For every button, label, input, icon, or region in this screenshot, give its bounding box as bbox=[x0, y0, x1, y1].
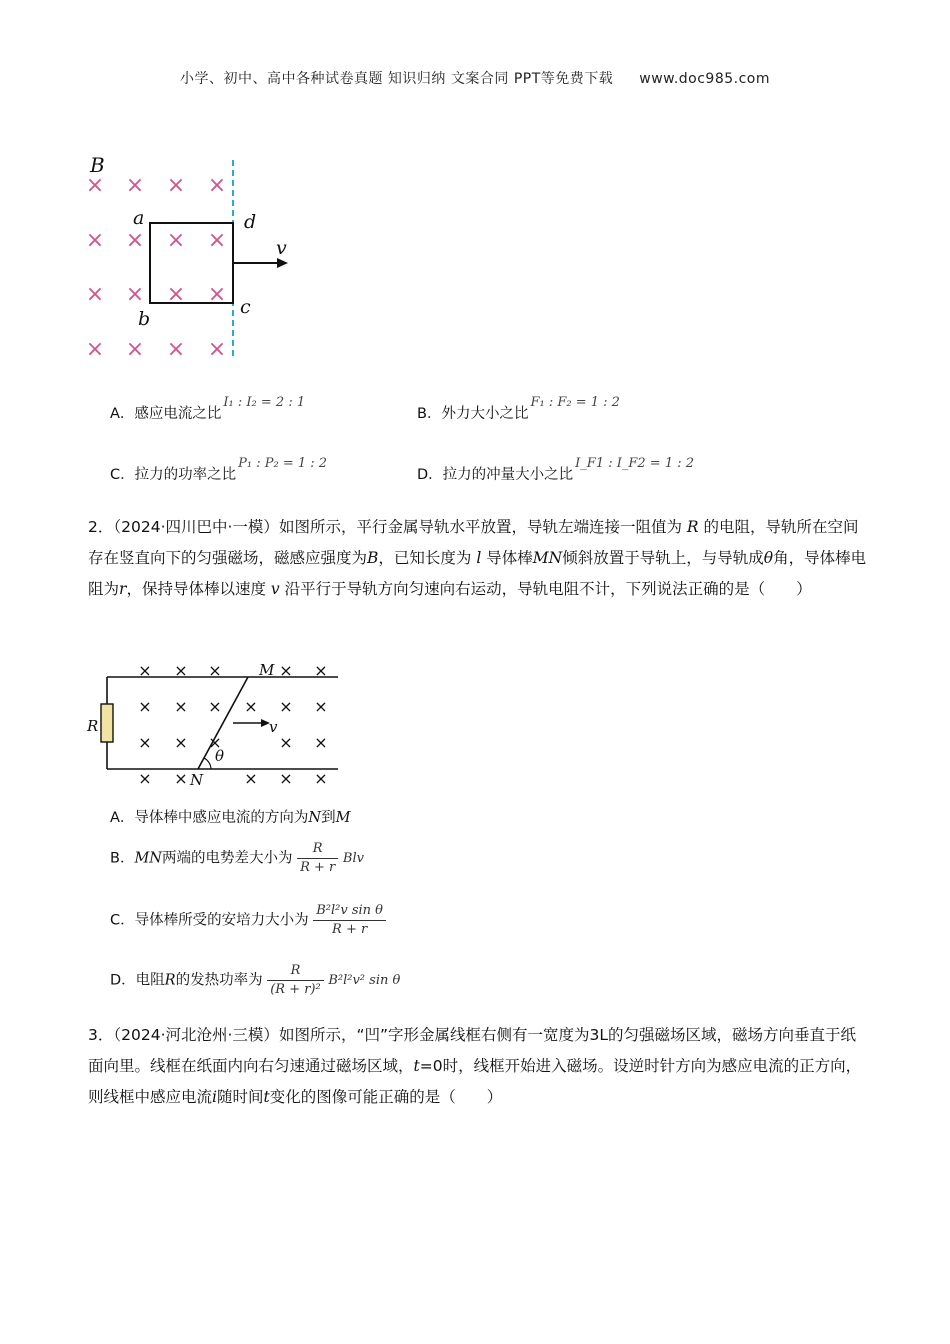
fig2-cross: × bbox=[174, 769, 188, 787]
q3-var-t: t bbox=[263, 1088, 270, 1106]
q3-source: （2024·河北沧州·三模） bbox=[113, 1026, 279, 1044]
fig1-label-a: a bbox=[133, 207, 145, 229]
fig1-cross: × bbox=[85, 228, 105, 253]
fig1-cross: × bbox=[207, 337, 227, 362]
fig2-label-M: M bbox=[259, 661, 275, 679]
fig1-cross: × bbox=[85, 337, 105, 362]
q2-option-d-fraction bbox=[267, 962, 324, 999]
q3-var-i: i bbox=[212, 1088, 217, 1106]
q2-stem-text: 沿平行于导轨方向匀速向右运动，导轨电阻不计，下列说法正确的是（ ） bbox=[284, 580, 812, 598]
fig2-cross: × bbox=[279, 733, 293, 752]
q2-option-d-R: R bbox=[164, 972, 176, 989]
theta-arc bbox=[204, 758, 211, 769]
figure-1-loop-field bbox=[80, 150, 310, 365]
q2-option-a[interactable] bbox=[110, 806, 350, 827]
q2-option-d[interactable] bbox=[110, 962, 400, 999]
q3-width: 3L bbox=[589, 1026, 608, 1044]
q2-source: （2024·四川巴中·一模） bbox=[113, 518, 279, 536]
q2-option-a-text: A．导体棒中感应电流的方向为 bbox=[110, 810, 309, 826]
q2-stem-text: 角，导体棒电阻为 bbox=[88, 549, 867, 598]
q2-stem-text: 导体棒 bbox=[486, 549, 533, 567]
q2-option-b-numerator: R bbox=[297, 840, 338, 859]
q2-stem-text: 如图所示，平行金属导轨水平放置，导轨左端连接一阻值为 bbox=[278, 518, 682, 536]
fig2-label-theta: θ bbox=[215, 747, 225, 765]
fig2-cross: × bbox=[208, 697, 222, 716]
q2-option-b-label: B． bbox=[110, 850, 135, 867]
q2-option-b-text: 两端的电势差大小为 bbox=[162, 850, 293, 867]
q2-number: 2． bbox=[88, 518, 114, 536]
fig2-cross: × bbox=[314, 733, 328, 752]
figure-2-rails bbox=[85, 657, 355, 787]
fig1-cross: × bbox=[125, 228, 145, 253]
fig2-cross: × bbox=[174, 733, 188, 752]
q2-option-d-numerator: R bbox=[267, 962, 324, 981]
q1-option-b-formula: F₁ : F₂ = 1 : 2 bbox=[530, 395, 620, 410]
fig1-cross: × bbox=[85, 282, 105, 307]
q2-var-theta: θ bbox=[763, 549, 774, 567]
fig2-label-R: R bbox=[87, 717, 99, 735]
fig2-cross: × bbox=[174, 661, 188, 680]
fig1-cross: × bbox=[166, 228, 186, 253]
fig2-cross: × bbox=[174, 697, 188, 716]
q1-option-a-label: A．感应电流之比 bbox=[110, 406, 222, 422]
q3-stem-text: 变化的图像可能正确的是（ ） bbox=[269, 1088, 503, 1106]
fig1-cross: × bbox=[125, 282, 145, 307]
fig2-cross: × bbox=[314, 769, 328, 787]
fig1-cross: × bbox=[166, 337, 186, 362]
page-header bbox=[0, 68, 950, 88]
fig1-label-B: B bbox=[90, 153, 105, 177]
fig2-cross: × bbox=[244, 697, 258, 716]
q3-stem bbox=[88, 1020, 868, 1113]
q3-number: 3． bbox=[88, 1026, 114, 1044]
fig2-label-N: N bbox=[190, 771, 204, 787]
fig1-cross: × bbox=[85, 173, 105, 198]
q3-stem-text: 的匀强磁场区域，磁场方向垂直于纸面向里。线框在纸面内向右匀速通过磁场区域， bbox=[88, 1026, 857, 1075]
fig1-cross: × bbox=[207, 282, 227, 307]
fig2-cross: × bbox=[314, 661, 328, 680]
q2-stem-text: 倾斜放置于导轨上，与导轨成 bbox=[562, 549, 764, 567]
q2-option-b-fraction bbox=[297, 840, 338, 877]
fig2-label-v: v bbox=[269, 718, 278, 736]
q2-var-MN: MN bbox=[532, 549, 563, 567]
fig1-cross: × bbox=[207, 173, 227, 198]
q2-option-b-MN: MN bbox=[134, 850, 162, 867]
fig2-cross: × bbox=[138, 769, 152, 787]
q1-option-c[interactable] bbox=[110, 456, 328, 484]
velocity-arrowhead bbox=[277, 258, 288, 268]
q1-option-b-label: B．外力大小之比 bbox=[417, 406, 529, 422]
fig1-crosses bbox=[86, 173, 226, 362]
q2-option-c[interactable] bbox=[110, 902, 386, 939]
q2-option-a-to: 到 bbox=[321, 810, 336, 826]
fig2-cross: × bbox=[208, 661, 222, 680]
q2-stem-text: ，已知长度为 bbox=[378, 549, 472, 567]
fig2-cross: × bbox=[279, 697, 293, 716]
q3-stem-text: 随时间 bbox=[216, 1088, 264, 1106]
fig2-crosses bbox=[138, 661, 327, 787]
q2-option-d-label: D．电阻 bbox=[110, 972, 165, 989]
q2-option-c-fraction bbox=[313, 902, 386, 939]
q3-stem-text: =0时，线框开始进入磁场。设逆时针方向为感应电流的正方向，则线框中感应电流 bbox=[88, 1057, 862, 1106]
fig1-cross: × bbox=[166, 282, 186, 307]
fig1-cross: × bbox=[166, 173, 186, 198]
fig2-cross: × bbox=[244, 769, 258, 787]
q3-stem-text: 如图所示，“凹”字形金属线框右侧有一宽度为 bbox=[278, 1026, 590, 1044]
fig1-label-c: c bbox=[240, 296, 251, 318]
q2-var-B: B bbox=[367, 549, 379, 567]
q2-option-b[interactable] bbox=[110, 840, 364, 877]
q1-option-a-formula: I₁ : I₂ = 2 : 1 bbox=[223, 395, 306, 410]
q2-option-d-denominator: (R + r)² bbox=[270, 982, 321, 997]
header-site: www.doc985.com bbox=[639, 71, 771, 87]
fig2-cross: × bbox=[208, 733, 222, 752]
fig1-label-d: d bbox=[244, 211, 257, 233]
q1-option-c-label: C．拉力的功率之比 bbox=[110, 467, 237, 483]
q1-option-d-formula: I_F1 : I_F2 = 1 : 2 bbox=[575, 456, 695, 471]
q2-var-l: l bbox=[476, 549, 482, 567]
resistor bbox=[101, 704, 113, 742]
q2-option-d-text: 的发热功率为 bbox=[175, 972, 263, 989]
q1-option-a[interactable] bbox=[110, 395, 306, 423]
q1-option-d-label: D．拉力的冲量大小之比 bbox=[417, 467, 574, 483]
fig2-cross: × bbox=[279, 769, 293, 787]
q2-var-v: v bbox=[270, 580, 280, 598]
fig1-label-b: b bbox=[138, 308, 151, 330]
q2-option-b-tail: Blv bbox=[342, 851, 364, 866]
header-text: 小学、初中、高中各种试卷真题 知识归纳 文案合同 PPT等免费下载 bbox=[179, 71, 614, 87]
q2-option-d-tail: B²l²v² sin θ bbox=[328, 973, 401, 988]
q2-option-a-N: N bbox=[308, 810, 322, 826]
q1-option-d[interactable] bbox=[417, 456, 695, 484]
fig1-label-v: v bbox=[276, 237, 287, 259]
q1-option-c-formula: P₁ : P₂ = 1 : 2 bbox=[238, 456, 328, 471]
q1-option-b[interactable] bbox=[417, 395, 620, 423]
fig1-cross: × bbox=[207, 228, 227, 253]
q2-var-r: r bbox=[119, 580, 127, 598]
q2-stem bbox=[88, 512, 868, 605]
fig1-cross: × bbox=[125, 173, 145, 198]
q2-option-b-denominator: R + r bbox=[300, 860, 336, 875]
q2-option-c-denominator: R + r bbox=[332, 922, 368, 937]
fig2-cross: × bbox=[138, 697, 152, 716]
fig2-cross: × bbox=[138, 733, 152, 752]
fig2-cross: × bbox=[314, 697, 328, 716]
fig2-cross: × bbox=[279, 661, 293, 680]
q3-var-t0: t bbox=[413, 1057, 420, 1075]
q2-stem-text: 的电阻，导轨所在空间存在竖直向下的匀强磁场，磁感应强度为 bbox=[88, 518, 859, 567]
q2-var-R: R bbox=[686, 518, 699, 536]
q2-stem-text: ，保持导体棒以速度 bbox=[126, 580, 266, 598]
q2-option-c-numerator: B²l²v sin θ bbox=[313, 902, 386, 921]
q2-option-a-M: M bbox=[335, 810, 351, 826]
q2-option-c-text: C．导体棒所受的安培力大小为 bbox=[110, 912, 309, 929]
fig1-cross: × bbox=[125, 337, 145, 362]
fig2-cross: × bbox=[138, 661, 152, 680]
